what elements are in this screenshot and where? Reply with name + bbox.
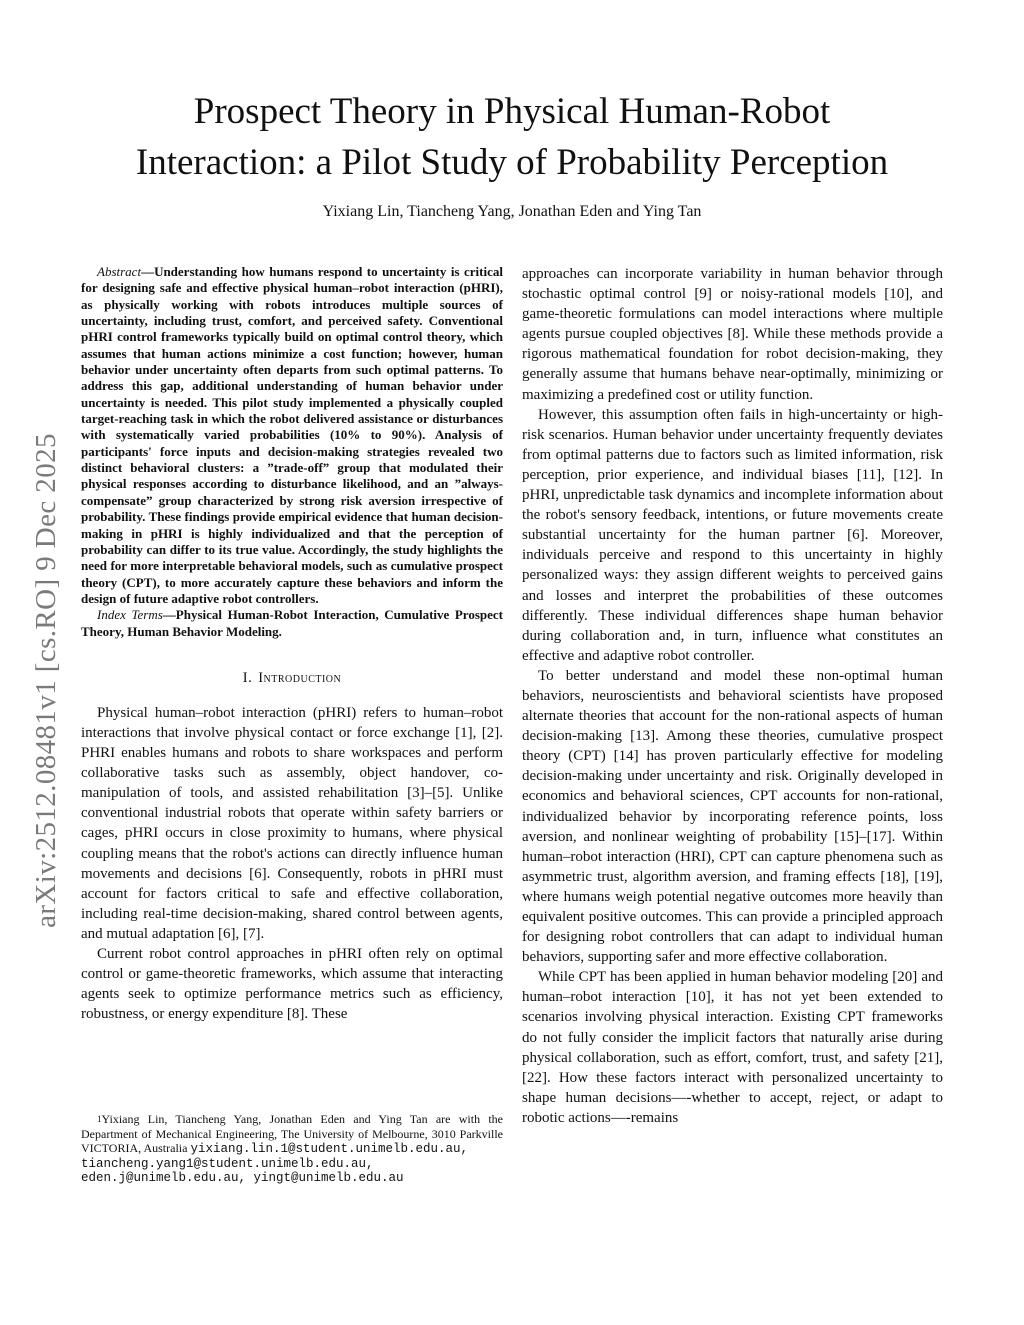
right-column: [522, 264, 943, 1264]
section-number: I.: [242, 669, 253, 686]
author-list: Yixiang Lin, Tiancheng Yang, Jonathan Eden and Ying Tan: [322, 203, 702, 220]
body-paragraph: approaches can incorporate variability in human behavior through stochastic optimal control [9] or noisy-rational models [10], and game-theoretic formulations can model interactions where multiple agents pursue coupled objectives [8]. While these methods provide a rigorous mathematical foundation for robot decision-making, they generally assume that humans behave near-optimally, minimizing or maximizing a predefined cost or utility function.: [522, 266, 943, 403]
abstract-text: —Understanding how humans respond to uncertainty is critical for designing safe and effective physical human–robot interaction (pHRI), as physically working with robots introduces multiple sources of uncertainty, including trust, comfort, and perceived safety. Conventional pHRI control frameworks typically build on optimal control theory, which assumes that human actions minimize a cost function; however, human behavior under uncertainty often departs from such optimal patterns. To address this gap, additional understanding of human behavior under uncertainty is needed. This pilot study implemented a physically coupled target-reaching task in which the robot delivered assistance or disturbances with systematically varied probabilities (10% to 90%). Analysis of participants' force inputs and decision-making strategies revealed two distinct behavioral clusters: a ”trade-off” group that modulated their physical responses according to disturbance likelihood, and an ”always-compensate” group characterized by strong risk aversion irrespective of probability. These findings provide empirical evidence that human decision-making in pHRI is highly individualized and that the perception of probability can differ to its true value. Accordingly, the study highlights the need for more interpretable behavioral models, such as cumulative prospect theory (CPT), to more accurately capture these behaviors and inform the design of future adaptive robot controllers.: [81, 264, 503, 606]
body-paragraph: Current robot control approaches in pHRI often rely on optimal control or game-theoretic frameworks, which assume that interacting agents seek to optimize performance metrics such as efficiency, robustness, or energy expenditure [8]. These: [81, 946, 503, 1023]
section-heading-introduction: [81, 670, 503, 687]
footnote-email: tiancheng.yang1@student.unimelb.edu.au,: [81, 1156, 374, 1171]
body-paragraph: However, this assumption often fails in high-uncertainty or high-risk scenarios. Human behavior under uncertainty frequently deviates from optimal patterns due to factors such as limited information, risk perception, prior experience, and individual biases [11], [12]. In pHRI, unpredictable task dynamics and incomplete information about the robot's sensory feedback, intentions, or future movements create substantial uncertainty for the human partner [6]. Moreover, individuals perceive and respond to this uncertainty in highly personalized ways: they assign different weights to perceived gains and losses and interpret the probabilities of these outcomes differently. These individual differences shape human behavior during collaboration and, in turn, influence what constitutes an effective and adaptive robot controller.: [522, 406, 943, 664]
paper-title-line-1: Prospect Theory in Physical Human-Robot: [193, 91, 831, 132]
index-terms: [81, 607, 503, 640]
abstract: [81, 264, 503, 607]
body-paragraph: To better understand and model these non-optimal human behaviors, neuroscientists and behavioral scientists have proposed alternate theories that account for the non-rational aspects of human decision-making [13]. Among these theories, cumulative prospect theory (CPT) [14] has proven particularly effective for modeling decision-making under uncertainty and risk. Originally developed in economics and behavioral sciences, CPT accounts for non-rational, individualized behavior by incorporating reference points, loss aversion, and nonlinear weighting of probability [15]–[17]. Within human–robot interaction (HRI), CPT can capture phenomena such as asymmetric trust, algorithm aversion, and framing effects [18], [19], where humans weigh potential negative outcomes more heavily than equivalent positive outcomes. This can provide a principled approach for designing robot controllers that can adapt to individual human behaviors, supporting safer and more effective collaboration.: [522, 667, 943, 966]
paper-title: [60, 86, 964, 188]
index-terms-lead: Index Terms: [97, 607, 163, 623]
arxiv-identifier-stamp: [16, 380, 76, 980]
body-paragraph: Physical human–robot interaction (pHRI) refers to human–robot interactions that involve physical contact or force exchange [1], [2]. PHRI enables humans and robots to share workspaces and perform collaborative tasks such as assembly, object handover, co-manipulation of tools, and assisted rehabilitation [3]–[5]. Unlike conventional industrial robots that operate within safety barriers or cages, pHRI occurs in close proximity to humans, where physical coupling means that the robot's actions can directly influence human movements and decisions [6]. Consequently, robots in pHRI must account for factors critical to safe and effective collaboration, including real-time decision-making, shared control between agents, and mutual adaptation [6], [7].: [81, 704, 503, 942]
abstract-lead: Abstract: [97, 264, 142, 279]
footnote-email: yixiang.lin.1@student.unimelb.edu.au,: [190, 1142, 468, 1156]
footnote-affiliation: [81, 1112, 503, 1157]
index-terms-text: —Physical Human-Robot Interaction, Cumulative Prospect Theory, Human Behavior Modeling.: [81, 607, 504, 639]
footnote-text: Yixiang Lin, Tiancheng Yang, Jonathan Eden and Ying Tan are with the Department of Mechanical Engineering, The University of Melbourne, 3010 Parkville VICTORIA, Australia: [81, 1112, 503, 1155]
arxiv-identifier-text: arXiv:2512.08481v1 [cs.RO] 9 Dec 2025: [29, 432, 62, 928]
footnote-email: eden.j@unimelb.edu.au, yingt@unimelb.edu.au: [81, 1171, 404, 1185]
body-paragraph: While CPT has been applied in human behavior modeling [20] and human–robot interaction [10], it has not yet been extended to scenarios involving physical interaction. Existing CPT frameworks do not fully consider the implicit factors that naturally arise during physical collaboration, such as effort, comfort, trust, and safety [21], [22]. How these factors interact with personalized uncertainty to shape human decisions—-whether to accept, reject, or adapt to robotic actions—-remains: [522, 969, 943, 1126]
affiliation-footnote: [81, 1112, 503, 1186]
footnote-marker: 1: [97, 1114, 102, 1124]
section-title: Introduction: [258, 669, 342, 686]
paper-title-line-2: Interaction: a Pilot Study of Probability Perception: [135, 142, 889, 183]
